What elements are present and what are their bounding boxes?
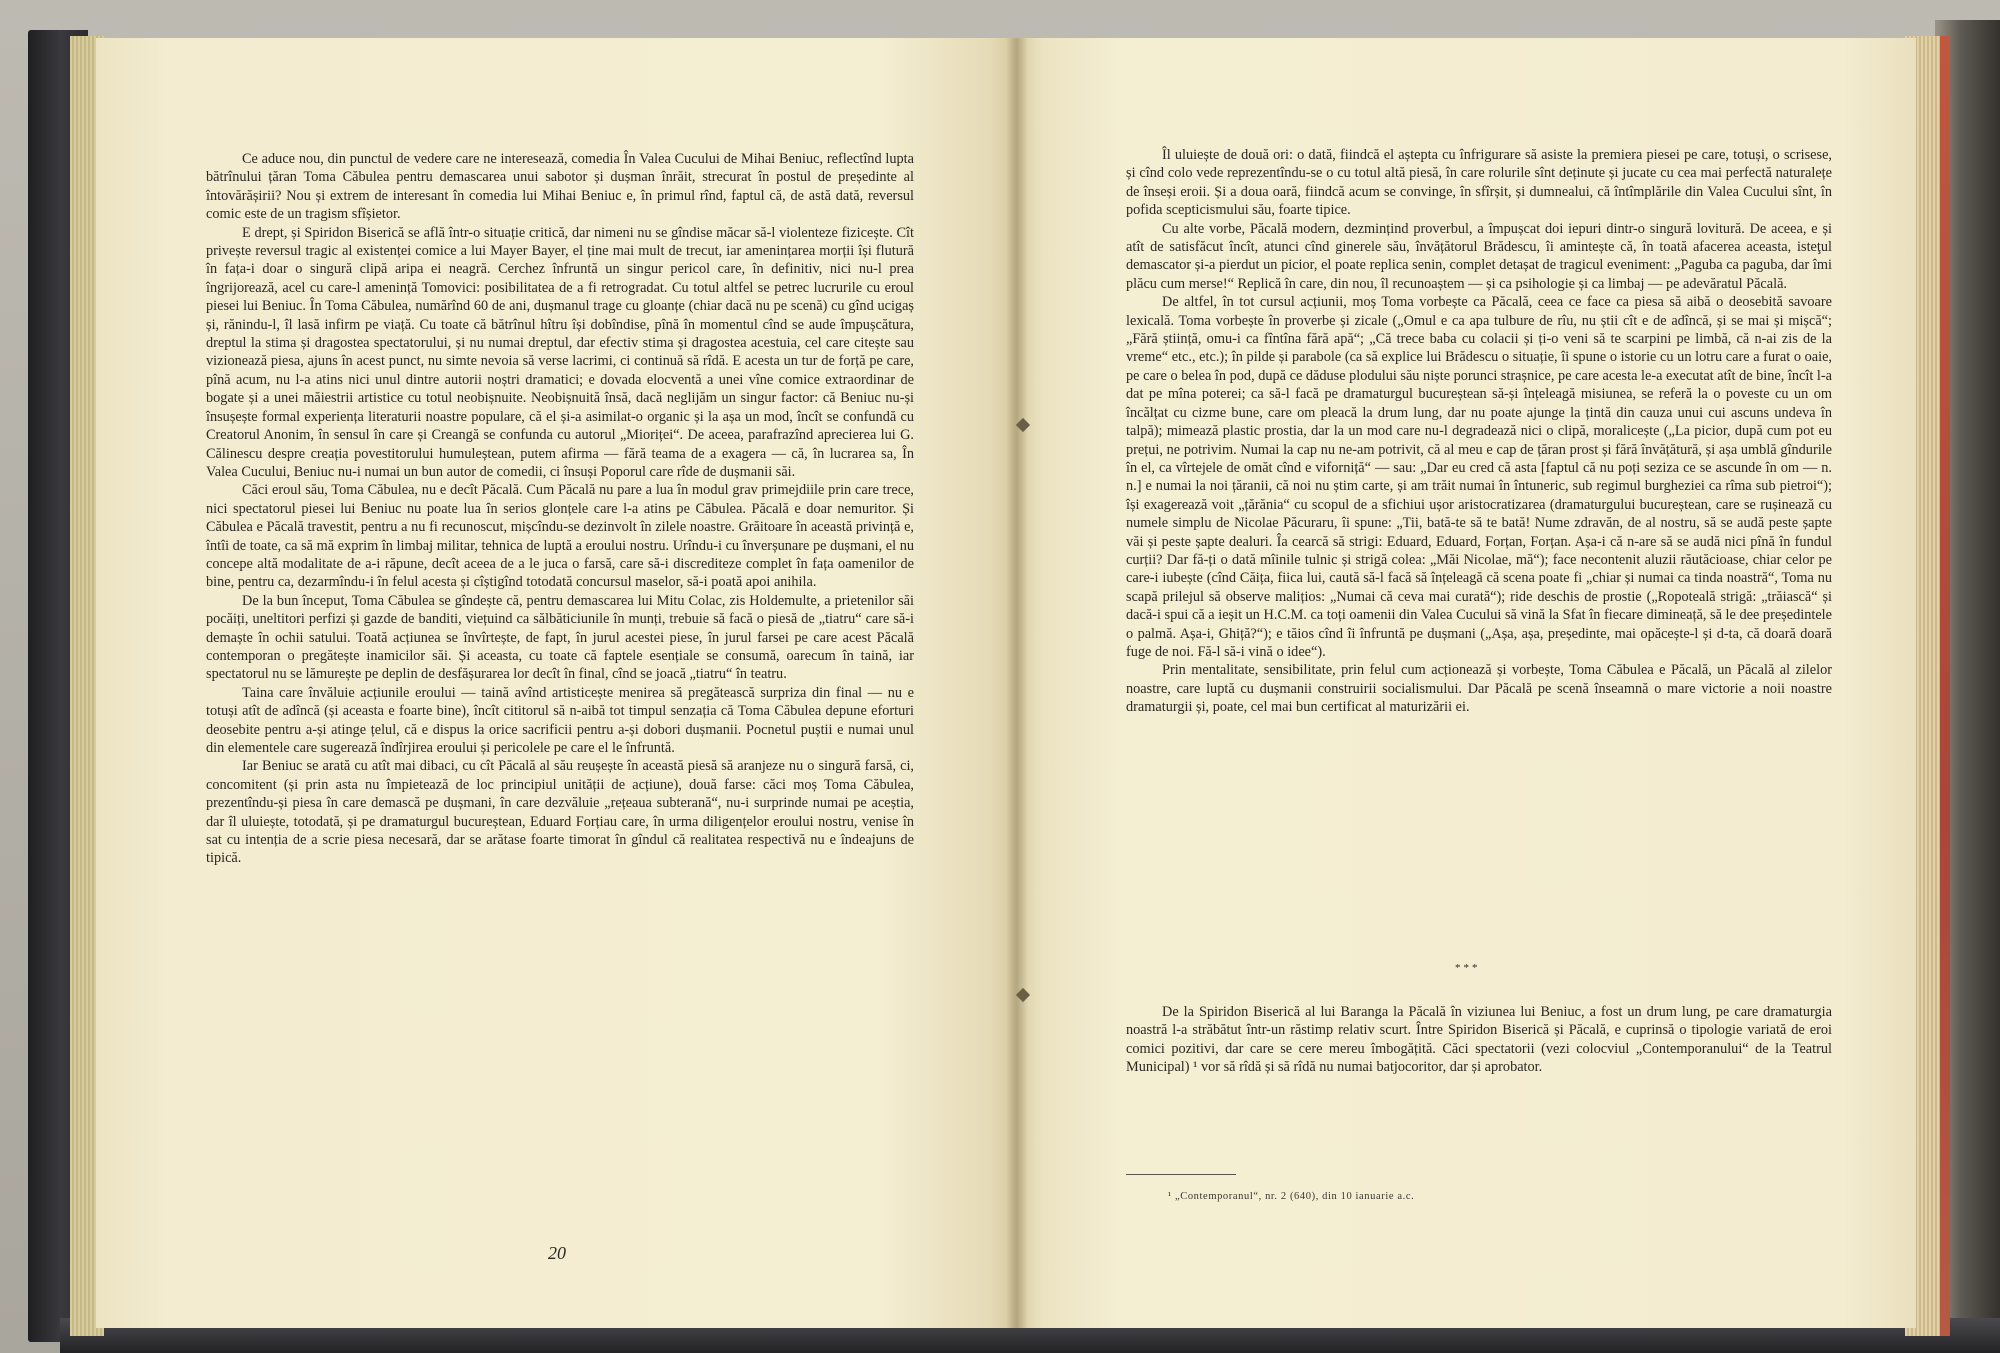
paragraph: E drept, și Spiridon Biserică se află într-o situație critică, dar nimeni nu se gîndise măcar să-l violenteze fizicește. Cît privește reversul tragic al existenței comice a lui Mayer Bayer, el ține mai mult de trecut, iar amenințarea morții își flutură în fața-i doar o singură clipă aripa ei neagră. Cerchez înfruntă un singur pericol care, în definitiv, nici nu-l prea îngrijorează, acel cu care-l amenință Tomovici: posibilitatea de a fi retrogradat. Cu totul altfel se petrec lucrurile cu eroul piesei lui Beniuc. În Toma Căbulea, numărînd 60 de ani, dușmanul trage cu gloanțe (chiar dacă nu pe scenă) cu gînd ucigaș și, rănindu-l, îl lasă infirm pe viață. Cu toate că bătrînul hîtru își dobîndise, pînă în momentul cînd se aude împușcătura, dreptul la stima și dragostea spectatorului, și nu numai dreptul, dar efectiv stima și dragostea acestuia, cel care citește sau vizionează piesa, ajuns în acest punct, nu simte nevoia să verse lacrimi, ci continuă să rîdă. E acesta un tur de forță pe care, pînă acum, nu l-a atins nici unul dintre autorii noștri dramatici; e dovada elocventă a unei vîne comice extraordinar de bogate și a unei măiestrii artistice cu totul neobișnuite. Neobișnuită însă, dacă neglijăm un singur factor: că Beniuc nu-și însușește formal experiența literaturii noastre populare, că el și-a asimilat-o organic și la așa un mod, încît se confundă cu Creatorul Anonim, în sensul în care și Creangă se confunda cu autorul „Mioriței“. De aceea, parafrazînd aprecierea lui G. Călinescu despre creația povestitorului humuleștean, putem afirma — fără teama de a exagera — că, în lucrarea sa, În Valea Cucului, Beniuc nu-i numai un bun autor de comedii, ci însuși Poporul care rîde de dușmanii săi. <box>206 224 914 480</box>
paragraph: Iar Beniuc se arată cu atît mai dibaci, cu cît Păcală al său reușește în această piesă să aranjeze nu o singură farsă, ci, concomitent (și prin asta nu împietează de loc principiul unității de acțiune), două farse: căci moș Toma Căbulea, prezentîndu-și piesa în care demască pe dușmani, în care dezvăluie „rețeaua subterană“, nu-i surprinde numai pe aceștia, dar îl uluiește, totodată, și pe dramaturgul bucureștean, Eduard Forțiau care, în urma diligențelor eroului nostru, venise în sat cu intenția de a scrie piesa necesară, dar se arătase foarte timorat în gîndul că realitatea respectivă nu e îndeajuns de tipică. <box>206 758 914 867</box>
paragraph: De la Spiridon Biserică al lui Baranga la Păcală în viziunea lui Beniuc, a fost un drum lung, pe care dramaturgia noastră l-a străbătut într-un răstimp relativ scurt. Între Spiridon Biserică și Păcală, e cuprinsă o tipologie variată de eroi comici pozitivi, dar care se cere mereu îmbogățită. Căci spectatorii (vezi colocviul „Contemporanului“ de la Teatrul Municipal) ¹ vor să rîdă și să rîdă nu numai batjocoritor, dar și aprobator. <box>1126 1004 1832 1076</box>
paragraph: Căci eroul său, Toma Căbulea, nu e decît Păcală. Cum Păcală nu pare a lua în modul grav primejdiile prin care trece, nici spectatorul piesei lui Beniuc nu poate lua în serios glonțele care l-a atins pe Căbulea. Păcală e doar nemuritor. Și Căbulea e Păcală travestit, pentru a nu fi recunoscut, mișcîndu-se dezinvolt în zilele noastre. Grăitoare în această privință e, întîi de toate, ca să mă exprim în limbaj militar, tehnica de luptă a eroului nostru. Urîndu-i cu înverșunare pe dușmani, el nu concepe altă modalitate de a-i răpune, decît aceea de a le juca o farsă, care să-i discrediteze complet în fața oamenilor de bine, pentru ca, dezarmîndu-i în felul acesta și cîștigînd totodată concursul maselor, să-i poată apoi anihila. <box>206 482 914 591</box>
paragraph: Ce aduce nou, din punctul de vedere care ne interesează, comedia În Valea Cucului de Mihai Beniuc, reflectînd lupta bătrînului țăran Toma Căbulea pentru demascarea unui sabotor și dușman înrăit, strecurat în postul de președinte al întovărășirii? Nou și extrem de interesant în comedia lui Mihai Beniuc e, în primul rînd, faptul că, de astă dată, reversul comic este de un tragism sfîșietor. <box>206 151 914 223</box>
paragraph: Îl uluiește de două ori: o dată, fiindcă el aștepta cu înfrigurare să asiste la premiera piesei pe care, totuși, o scrisese, și cînd colo vede reprezentîndu-se o cu totul altă piesă, în care rolurile sînt deținute și jucate cu cea mai perfectă naturalețe de înseși eroii. Și a doua oară, fiindcă acum se convinge, în sfîrșit, și dumnealui, că întîmplările din Valea Cucului sînt, în pofida scepticismului său, foarte tipice. <box>1126 147 1832 219</box>
closing-text <box>1126 1003 1832 1077</box>
red-page-edge <box>1940 36 1950 1336</box>
paragraph: Cu alte vorbe, Păcală modern, dezmințind proverbul, a împușcat doi iepuri dintr-o singură lovitură. De aceea, e și atît de satisfăcut încît, atunci cînd ginerele său, învățătorul Brădescu, îi amintește că, în toată afacerea aceasta, isteţul demascator și-a pierdut un picior, el poate replica senin, complet detașat de tragicul eveniment: „Paguba ca paguba, dar îmi plăcu cum merse!“ Replică în care, din nou, îl recunoaștem — și ca psihologie și ca limbaj — pe adevăratul Păcală. <box>1126 220 1832 292</box>
left-page-text <box>206 150 914 868</box>
book-gutter <box>1006 38 1028 1328</box>
right-page-text <box>1126 146 1832 717</box>
footnote: ¹ „Contemporanul“, nr. 2 (640), din 10 ianuarie a.c. <box>1168 1191 1415 1202</box>
paragraph: Prin mentalitate, sensibilitate, prin felul cum acționează și vorbește, Toma Căbulea e Păcală, un Păcală al zilelor noastre, care luptă cu dușmanii construirii socialismului. Dar Păcală pe scenă înseamnă o mare victorie a noii noastre dramaturgii și, poate, cel mai bun certificat al maturizării ei. <box>1126 662 1832 716</box>
paragraph: De altfel, în tot cursul acțiunii, moș Toma vorbește ca Păcală, ceea ce face ca piesa să aibă o deosebită savoare lexicală. Toma vorbește în proverbe și zicale („Omul e ca apa tulbure de rîu, nu știi cît e de adîncă, și se mai și mișcă“; „Fără știință, omu-i ca fîntîna fără apă“; „Că trece baba cu colacii și ți-o veni să te scarpini pe limbă, că n-ai zis de la vreme“ etc., etc.); în pilde și parabole (ca să explice lui Brădescu o situație, îi spune o istorie cu un lotru care a furat o oaie, pe care o belea în pod, după ce dăduse plodului său niște porunci strașnice, pe care acesta le-a executat atît de bine, încît l-a dat pe mîna poterei; ca să-l facă pe dramaturgul bucureștean să-și înțeleagă misiunea, se referă la o poveste cu un om încălțat cu cizme bune, care om pleacă la drum lung, dar nu poate ajunge la țintă din cauza unui cui ascuns undeva în talpă); mimează plastic prostia, dar la un mod care nu-l degradează nici o clipă, moralicește („La picior, după cum pot eu prețui, ne potrivim. Numai la cap nu ne-am potrivit, că al meu e cap de țăran prost și fără învățătură, și așa umblă gîndurile în el, ca vîrtejele de omăt cînd e viforniță“ — sau: „Dar eu cred că asta [faptul că nu poți seziza ce se ascunde în om — n. n.] e numai la noi țăranii, că noi nu știm carte, și am trăit numai în întuneric, sub regimul burgheziei ca rîma sub pietroi“); își exagerează voit „țărănia“ cu scopul de a sfichiui ușor aristocratizarea (dramaturgului bucureștean, care se rușinează cu numele simplu de Nicolae Păcuraru, îi spune: „Tii, bată-te să te bată! Nume zdravăn, de al nostru, să se audă peste șapte văi și peste șapte dealuri. Îa cearcă să strigi: Eduard, Eduard, Forțan, Forțan. Așa-i că n-are să se audă nici pînă în fundul curții? Dar fă-ți o dată mîinile tulnic și strigă colea: „Măi Nicolae, mă“); face necontenit aluzii răutăcioase, chiar celor pe care-i iubește (cînd Căița, fiica lui, caută să-l facă să înțeleagă că scena poate fi „chiar și numai ca tinda noastră“, Toma nu scapă prilejul să observe malițios: „Numai că ceva mai curată“); ride deschis de prostie („Ropoteală strigă: „trăiască“ și dacă-i spui că a ieșit un H.C.M. ca toți oamenii din Valea Cucului să vină la Sfat în fiecare dimineață, să le dee președintele o palmă. Așa-i, Ghiță?“); e tăios cînd îi înfruntă pe dușmani („Așa, așa, președinte, mai opăcește-l și d-ta, că doară doară fuge de noi. Fă-l să-i vină o idee“). <box>1126 294 1832 660</box>
page-number: 20 <box>548 1243 566 1263</box>
section-separator: *** <box>1455 962 1481 974</box>
footnote-rule <box>1126 1174 1236 1175</box>
paragraph: Taina care învăluie acțiunile eroului — taină avînd artisticește menirea să pregătească surpriza din final — nu e totuși atît de adîncă (și aceasta e foarte bine), încît cititorul să n-aibă tot timpul senzația că Toma Căbulea depune eforturi deosebite pentru a-și atinge țelul, că e dispus la orice sacrificii pentru a-și dobori dușmanii. Pocnetul puștii e numai unul din elementele care sugerează îndîrjirea eroului și pericolele pe care el le înfruntă. <box>206 684 914 756</box>
paragraph: De la bun început, Toma Căbulea se gîndește că, pentru demascarea lui Mitu Colac, zis Holdemulte, a prietenilor săi pocăiți, uneltitori perfizi și gazde de banditi, viețuind ca sălbăticiunile în munți, trebuie să facă o piesă de „tiatru“ care să-i demaște în ochii satului. Toată acțiunea se învîrtește, de fapt, în jurul acestei piese, în jurul farsei pe care acest Păcală contemporan o pregătește inamicilor săi. Și aceasta, cu toate că faptele esențiale se consumă, oarecum în taină, iar spectatorul nu se lămurește pe deplin de desfășurarea lor decît în final, cînd se joacă „tiatru“ în teatru. <box>206 592 914 683</box>
